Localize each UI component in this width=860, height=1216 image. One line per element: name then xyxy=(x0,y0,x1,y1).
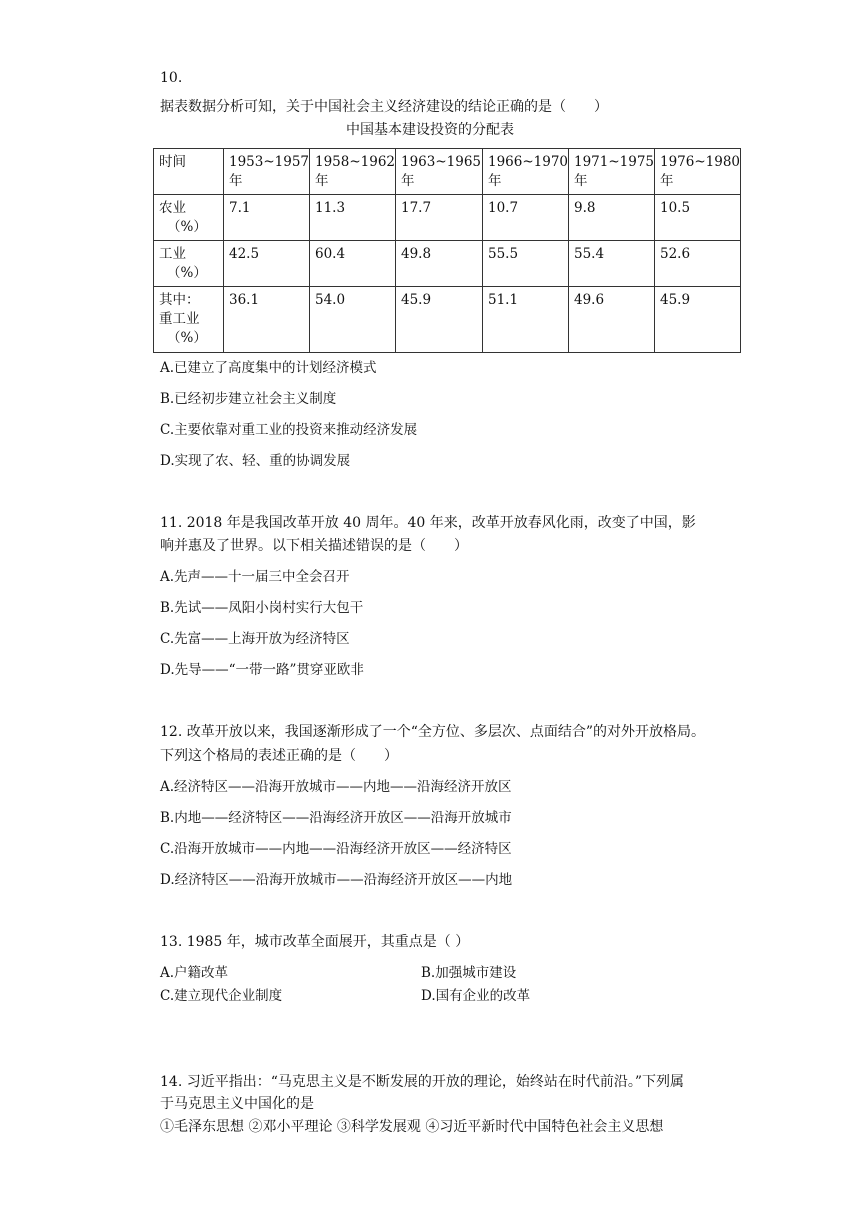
q13-option-b: B.加强城市建设 xyxy=(421,965,517,981)
table-cell: 11.3 xyxy=(310,195,396,241)
q12-option-c: C.沿海开放城市——内地——沿海经济开放区——经济特区 xyxy=(160,841,512,857)
q10-option-d: D.实现了农、轻、重的协调发展 xyxy=(160,453,351,469)
q11-stem-line2: 响并惠及了世界。以下相关描述错误的是（ ） xyxy=(160,538,468,554)
q14-stem-line2: 于马克思主义中国化的是 xyxy=(160,1096,314,1112)
q14-items: ①毛泽东思想 ②邓小平理论 ③科学发展观 ④习近平新时代中国特色社会主义思想 xyxy=(160,1119,664,1135)
header-cell: 1963~1965 年 xyxy=(396,149,483,195)
table-cell: 9.8 xyxy=(569,195,655,241)
table-cell: 7.1 xyxy=(224,195,310,241)
table-cell: 10.5 xyxy=(655,195,741,241)
q13-option-d: D.国有企业的改革 xyxy=(421,988,531,1004)
table-cell: 51.1 xyxy=(483,287,569,353)
q11-stem-line1: 11. 2018 年是我国改革开放 40 周年。40 年来，改革开放春风化雨，改变了中国，影 xyxy=(160,515,696,531)
header-cell: 1953~1957 年 xyxy=(224,149,310,195)
table-cell: 52.6 xyxy=(655,241,741,287)
header-cell: 1976~1980 年 xyxy=(655,149,741,195)
q13-option-c: C.建立现代企业制度 xyxy=(160,988,283,1004)
q12-option-b: B.内地——经济特区——沿海经济开放区——沿海开放城市 xyxy=(160,810,512,826)
table-header-row xyxy=(154,149,741,195)
q10-option-a: A.已建立了高度集中的计划经济模式 xyxy=(160,360,377,376)
investment-table xyxy=(153,148,741,353)
table-cell: 49.8 xyxy=(396,241,483,287)
table-cell: 45.9 xyxy=(396,287,483,353)
row-label: 农业 （%） xyxy=(154,195,224,241)
table-cell: 54.0 xyxy=(310,287,396,353)
table-cell: 55.4 xyxy=(569,241,655,287)
q11-option-b: B.先试——凤阳小岗村实行大包干 xyxy=(160,600,364,616)
row-label: 其中： 重工业 （%） xyxy=(154,287,224,353)
q10-option-c: C.主要依靠对重工业的投资来推动经济发展 xyxy=(160,422,418,438)
table-cell: 55.5 xyxy=(483,241,569,287)
q10-number: 10. xyxy=(160,70,183,86)
q12-stem-line2: 下列这个格局的表述正确的是（ ） xyxy=(160,748,398,764)
table-cell: 60.4 xyxy=(310,241,396,287)
table-cell: 42.5 xyxy=(224,241,310,287)
q12-option-d: D.经济特区——沿海开放城市——沿海经济开放区——内地 xyxy=(160,872,513,888)
table-row-heavy-industry xyxy=(154,287,741,353)
q13-stem: 13. 1985 年，城市改革全面展开，其重点是（ ） xyxy=(160,934,470,950)
table-row-industry xyxy=(154,241,741,287)
header-cell: 1971~1975 年 xyxy=(569,149,655,195)
row-label: 工业 （%） xyxy=(154,241,224,287)
q10-stem: 据表数据分析可知，关于中国社会主义经济建设的结论正确的是（ ） xyxy=(160,99,608,115)
table-cell: 10.7 xyxy=(483,195,569,241)
q13-option-a: A.户籍改革 xyxy=(160,965,229,981)
table-cell: 45.9 xyxy=(655,287,741,353)
header-cell: 1966~1970 年 xyxy=(483,149,569,195)
table-row-agriculture xyxy=(154,195,741,241)
header-cell: 1958~1962 年 xyxy=(310,149,396,195)
header-cell-time: 时间 xyxy=(154,149,224,195)
table-cell: 17.7 xyxy=(396,195,483,241)
table-cell: 36.1 xyxy=(224,287,310,353)
q10-table-title: 中国基本建设投资的分配表 xyxy=(346,122,514,138)
q11-option-c: C.先富——上海开放为经济特区 xyxy=(160,631,350,647)
table-cell: 49.6 xyxy=(569,287,655,353)
q14-stem-line1: 14. 习近平指出：“马克思主义是不断发展的开放的理论，始终站在时代前沿。”下列属 xyxy=(160,1074,685,1090)
q12-stem-line1: 12. 改革开放以来，我国逐渐形成了一个“全方位、多层次、点面结合”的对外开放格局。 xyxy=(160,724,706,740)
q10-option-b: B.已经初步建立社会主义制度 xyxy=(160,391,337,407)
q11-option-d: D.先导——“一带一路”贯穿亚欧非 xyxy=(160,662,364,678)
q11-option-a: A.先声——十一届三中全会召开 xyxy=(160,569,350,585)
q12-option-a: A.经济特区——沿海开放城市——内地——沿海经济开放区 xyxy=(160,779,512,795)
